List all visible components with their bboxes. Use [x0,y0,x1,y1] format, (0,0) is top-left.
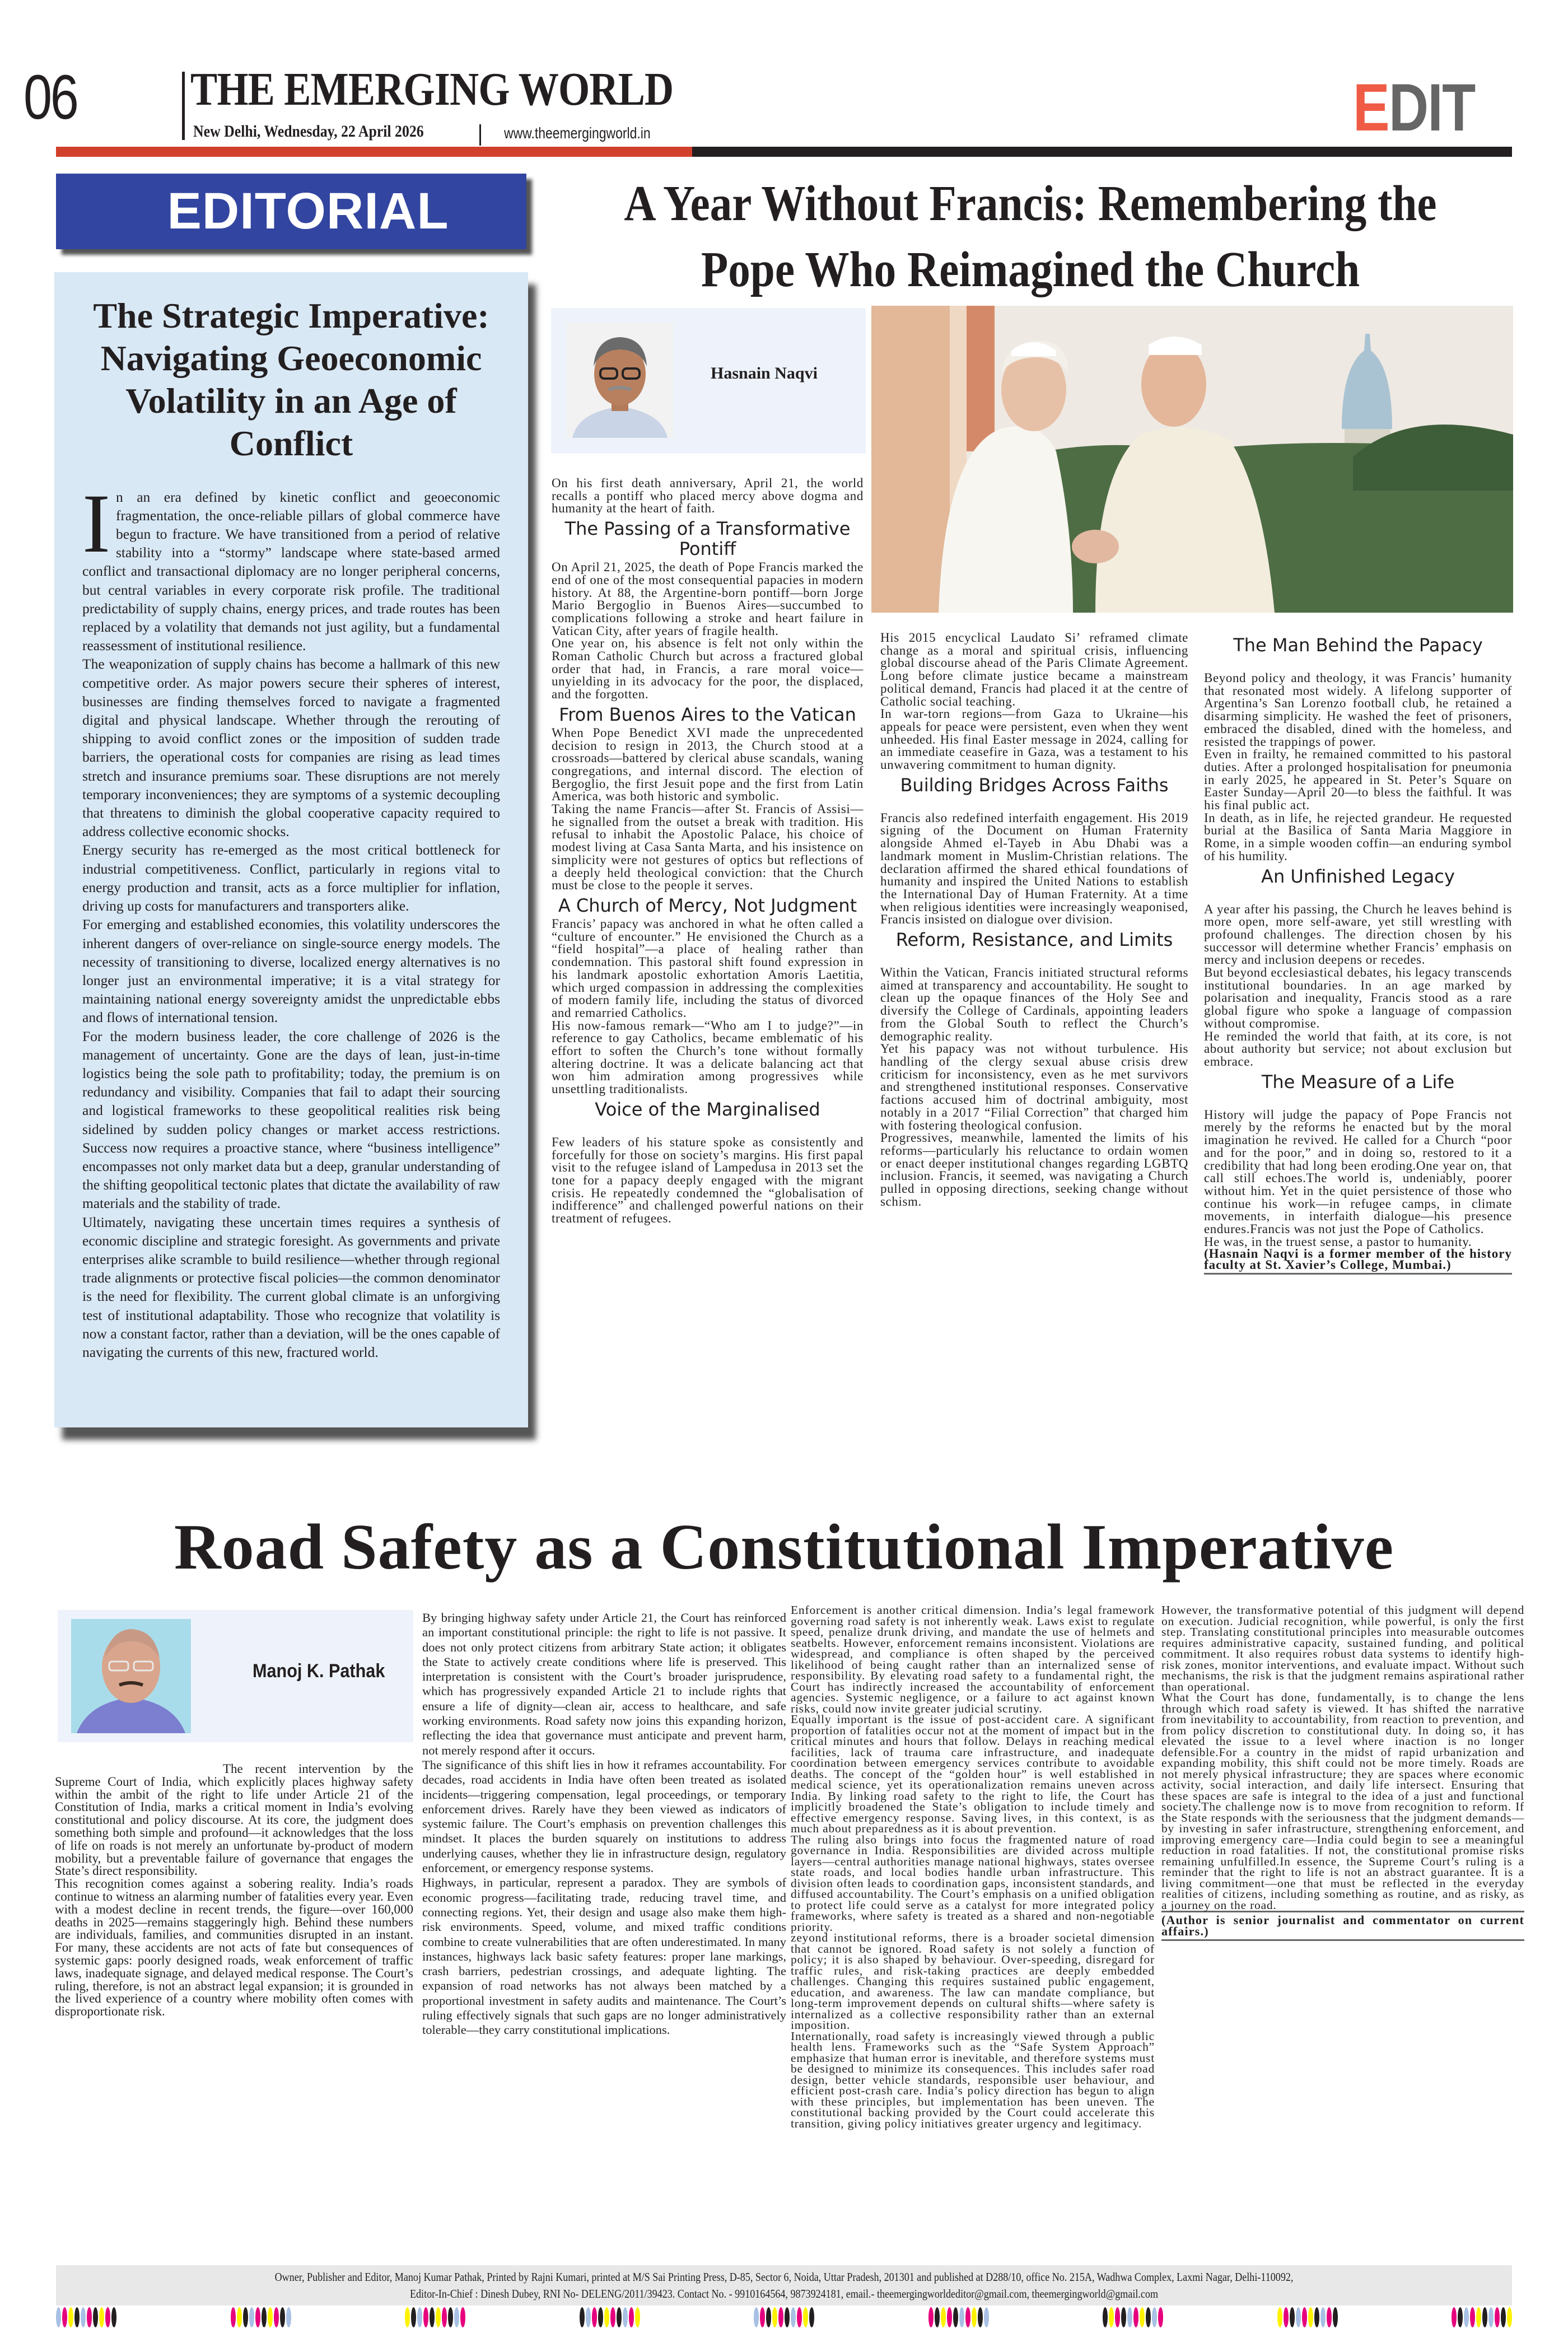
article-paragraph: His now-famous remark—“Who am I to judge?”—in reference to gay Catholics, became emblematic of his effort to soften the Church’s tone without formally altering doctrine. It was a delicate balancing act that won him admiration among progressives while unsettling traditionalists. [552,1018,864,1096]
registration-mark-group [580,2307,640,2327]
registration-dot [604,2307,609,2327]
article-paragraph: This recognition comes against a sobering reality. India’s roads continue to witness an alarming number of fatalities every year. Even with a modest decline in recent trends, the figure—over 160,000 deaths in 2025—remains staggeringly high. Behind these numbers are individuals, families, and communities disrupted in an instant. For many, these accidents are not acts of fate but consequences of systemic gaps: poorly designed roads, weak enforcement of traffic laws, inadequate signage, and delayed medical response. The Court’s ruling, therefore, is not an abstract legal expansion; it is grounded in the lived experience of a country where mobility often comes with disproportionate risk. [55,1877,413,2019]
registration-dot [1133,2307,1138,2327]
registration-dot [231,2307,236,2327]
registration-dot [274,2307,279,2327]
registration-dot [99,2307,104,2327]
article-paragraph: Yet his papacy was not without turbulence. His handling of the clergy sexual abuse crisis drew criticism for inconsistency, even as he met survivors and strengthened institutional responses. Conservative factions accused him of doctrinal ambiguity, most notably in a 2017 “Filial Correction” that charged him with fostering theological confusion. [880,1042,1188,1132]
registration-dot [405,2307,410,2327]
article-paragraph: However, the transformative potential of this judgment will depend on execution. Judicial recognition, while powerful, is only the first step. Translating constitutional principles into measurable outcomes requires administrative capacity, sustained funding, and political commitment. It also requires robust data systems to identify high-risk zones, monitor interventions, and evaluate impact. Without such mechanisms, the risk is that the judgment remains aspirational rather than operational. [1161,1603,1524,1693]
article-paragraph: Enforcement is another critical dimension. India’s legal framework governing road safety is not inherently weak. Laws exist to regulate speed, penalize drunk driving, and mandate the use of helmets and seatbelts. However, enforcement remains inconsistent. Violations are widespread, and compliance is often shaped by the perceived likelihood of being caught rather than an internalized sense of responsibility. By elevating road safety to a fundamental right, the Court has indirectly increased the accountability of enforcement agencies. Systemic negligence, or a failure to act against known risks, could now invite greater judicial scrutiny. [791,1603,1155,1715]
article-paragraph: Taking the name Francis—after St. Francis of Assisi—he signalled from the outset a break with tradition. His refusal to inhabit the Apostolic Palace, his choice of modest living at Casa Santa Marta, and his insistence on simplicity were not gestures of optics but reflections of a deeply held theological conviction: that the Church must be close to the people it serves. [552,802,864,893]
registration-dot [797,2307,802,2327]
registration-dot [623,2307,628,2327]
registration-mark-group [1277,2307,1338,2327]
author-portrait-icon [71,1619,191,1733]
registration-dot [1146,2307,1151,2327]
registration-dot [105,2307,110,2327]
road-safety-column-2 [422,1611,786,2038]
registration-dot [592,2307,597,2327]
registration-dot [941,2307,946,2327]
registration-dot [1507,2307,1512,2327]
registration-dot [411,2307,416,2327]
registration-dot [580,2307,585,2327]
registration-dot [1470,2307,1475,2327]
registration-dot [1488,2307,1494,2327]
article-paragraph: The ruling also brings into focus the fragmented nature of road governance in India. Responsibilities are divided across multiple layers—central authorities manage national highways, states oversee state roads, and local bodies handle urban infrastructure. This division often leads to coordination gaps, inconsistent standards, and diffused accountability. The Court’s emphasis on a unified obligation to protect life could serve as a catalyst for more integrated policy frameworks, where safety is treated as a shared and non-negotiable priority. [791,1832,1155,1934]
article-paragraph: Highways, in particular, represent a paradox. They are symbols of economic progress—facilitating trade, reducing travel time, and connecting regions. Yet, their design and usage also make them high-risk environments. Speed, volume, and mixed traffic conditions combine to create vulnerabilities that are often underestimated. In many instances, highways lack basic safety features: proper lane markings, crash barriers, pedestrian crossings, and adequate lighting. The expansion of road networks has not always been matched by a proportional investment in safety audits and maintenance. The Court’s ruling effectively signals that such gaps are no longer administratively tolerable—they carry constitutional implications. [422,1875,786,2037]
registration-dot [772,2307,777,2327]
article-paragraph: Few leaders of his stature spoke as consistently and forcefully for those on society’s margins. His first papal visit to the refugee island of Lampedusa in 2013 set the tone for a papacy deeply engaged with the migrant crisis. He repeatedly condemned the “globalisation of indifference” and challenged powerful nations on their treatment of refugees. [552,1135,864,1226]
registration-dot [111,2307,116,2327]
article-paragraph: Internationally, road safety is increasingly viewed through a public health lens. Frameworks such as the “Safe System Approach” emphasize that human error is inevitable, and therefore systems must be designed to minimize its consequences. This includes safer road design, better vehicle standards, responsible user behaviour, and efficient post-crash care. India’s policy direction has begun to align with these principles, but implementation has been uneven. The constitutional backing provided by the Court could accelerate this transition, giving policy initiatives greater urgency and legitimacy. [791,2029,1155,2130]
editorial-label-text: EDITORIAL [167,183,449,240]
registration-mark-group [405,2307,465,2327]
registration-dot [268,2307,273,2327]
registration-dot [959,2307,964,2327]
masthead-rule-black [692,147,1512,157]
section-heading: The Man Behind the Papacy [1233,634,1483,656]
article-paragraph: Equally important is the issue of post-accident care. A significant proportion of fatalities occur not at the moment of impact but in the critical minutes and hours that follow. Delays in reaching medical facilities, lack of trauma care infrastructure, and inadequate coordination between emergency services contribute to avoidable deaths. The concept of the “golden hour” is well established in medical science, yet its operationalization remains uneven across India. By linking road safety to the right to life, the Court has implicitly broadened the State’s obligation to include timely and effective emergency response. Saving lives, in this context, is as much about preparedness as it is about prevention. [791,1712,1155,1835]
article-paragraph: Beyond policy and theology, it was Francis’ humanity that resonated most widely. A lifelong supporter of Argentina’s San Lorenzo football club, he retained a disarming simplicity. He washed the feet of prisoners, embraced the disabled, dined with the homeless, and resisted the trappings of power. [1204,671,1512,749]
drop-cap: I [82,477,110,570]
section-heading: Voice of the Marginalised [595,1098,820,1120]
registration-dot [1458,2307,1463,2327]
article-paragraph: What the Court has done, fundamentally, is to change the lens through which road safety is viewed. It has shifted the narrative from inevitability to accountability, from reaction to prevention, and from policy discretion to constitutional duty. In doing so, it has elevated the issue to a level where inaction is no longer defensible.For a country in the midst of rapid urbanization and expanding mobility, this shift could not be more timely. Roads are not merely physical infrastructure; they are spaces where economic activity, social interaction, and daily life intersect. Ensuring that these spaces are safe is integral to the idea of a just and functional society.The challenge now is to move from recognition to reform. If the State responds with the seriousness that the judgment demands—by investing in safer infrastructure, strengthening enforcement, and improving emergency care—India could begin to see a meaningful reduction in road fatalities. If not, the constitutional promise risks remaining unfulfilled.In essence, the Supreme Court’s ruling is a reminder that the right to life is not an abstract guarantee. It is a living commitment—one that must be reflected in the everyday realities of citizens, including something as routine, and as risky, as a journey on the road. [1161,1691,1524,1912]
registration-dot [448,2307,453,2327]
article-paragraph: Even in frailty, he remained committed to his pastoral duties. After a prolonged hospitalisation for pneumonia in early 2025, he appeared in St. Peter’s Square on Easter Sunday—April 20—to bless the faithful. It was his final public act. [1204,747,1512,813]
author-note: (Author is senior journalist and commentator on current affairs.) [1161,1911,1524,1941]
registration-dot [243,2307,248,2327]
newspaper-name: THE EMERGING WORLD [190,63,674,115]
author-note: (Hasnain Naqvi is a former member of the history faculty at St. Xavier’s College, Mumbai.) [1204,1248,1512,1275]
registration-dot [928,2307,934,2327]
registration-mark-group [231,2307,291,2327]
registration-dot [93,2307,98,2327]
registration-dot [586,2307,591,2327]
registration-dot [1284,2307,1289,2327]
francis-column-3 [1204,632,1512,1275]
registration-dot [778,2307,783,2327]
registration-dot [423,2307,428,2327]
registration-dot [1501,2307,1506,2327]
section-heading: Building Bridges Across Faiths [900,774,1169,796]
registration-dot [1320,2307,1326,2327]
road-safety-column-1 [55,1763,413,2018]
registration-dot [255,2307,260,2327]
registration-dot [1127,2307,1132,2327]
editorial-paragraph: The weaponization of supply chains has become a hallmark of this new competitive order. As major powers secure their spheres of interest, businesses are finding themselves forced to navigate a fragmented digital and physical landscape. Whether through the rerouting of shipping to avoid conflict zones or the imposition of sudden trade barriers, the operational costs for companies are rising as lead times stretch and insurance premiums soar. These disruptions are not merely temporary inconveniences; they are symptoms of a systemic decoupling that threatens to diminish the global cooperative capacity required to address collective economic shocks. [82,656,500,840]
registration-dot [1103,2307,1108,2327]
registration-mark-group [56,2307,116,2327]
registration-dot [454,2307,459,2327]
road-safety-byline [58,1610,413,1742]
editorial-paragraph: Ultimately, navigating these uncertain times requires a synthesis of economic discipline and strategic foresight. As governments and private enterprises alike scramble to build resilience—whether through regional trade alignments or protective fiscal policies—the common denominator is the need for flexibility. The current global climate is an unforgiving test of institutional adaptability. Those who recognize that volatility is now a constant factor, rather than a deviation, will be the ones capable of navigating the currents of this new, fractured world. [82,1214,500,1360]
registration-dot [953,2307,958,2327]
registration-dot [1495,2307,1500,2327]
road-safety-headline: Road Safety as a Constitutional Imperative [174,1511,1394,1583]
editorial-body [82,477,500,1362]
registration-dot [635,2307,640,2327]
website-link[interactable]: www.theemergingworld.in [504,124,651,142]
section-tag [1353,70,1475,145]
registration-dot [935,2307,940,2327]
registration-dot [286,2307,291,2327]
registration-mark-group [754,2307,814,2327]
registration-dot [460,2307,465,2327]
registration-dot [62,2307,67,2327]
section-tag-initial: E [1353,70,1389,145]
section-heading: Reform, Resistance, and Limits [895,929,1173,951]
registration-dot [785,2307,790,2327]
registration-marks [56,2307,1512,2327]
article-intro: On his first death anniversary, April 21, the world recalls a pontiff who placed mercy above dogma and humanity at the heart of faith. [552,476,864,516]
section-heading: An Unfinished Legacy [1261,865,1455,887]
editorial-box [54,272,528,1427]
dateline: New Delhi, Wednesday, 22 April 2026 [193,122,424,141]
article-paragraph: He was, in the truest sense, a pastor to humanity. [1204,1234,1472,1249]
francis-column-1 [552,477,864,1225]
registration-dot [237,2307,242,2327]
registration-dot [598,2307,603,2327]
registration-dot [417,2307,422,2327]
registration-dot [978,2307,983,2327]
registration-dot [617,2307,622,2327]
article-paragraph: He reminded the world that faith, at its core, is not about authority but service; not about exclusion but embrace. [1204,1029,1512,1068]
registration-dot [972,2307,977,2327]
registration-dot [1121,2307,1126,2327]
masthead-rule-red [56,147,692,157]
article-paragraph: One year on, his absence is felt not only within the Roman Catholic Church but across a fractured global order that had, in Francis, a rare moral voice—unyielding in its advocacy for the poor, the displaced, and the forgotten. [552,636,864,702]
imprint-footer [56,2265,1512,2306]
registration-dot [1158,2307,1163,2327]
imprint-line-1: Owner, Publisher and Editor, Manoj Kumar Pathak, Printed by Rajni Kumari, printed at M/S Sai Printing Press, D-85, Sector 6, Noida, Uttar Pradesh, 201301 and published at D288/10, office No. 215A, Wadhwa Complex, Laxmi Nagar, Delhi-110092, [274,2270,1294,2284]
registration-mark-group [1452,2307,1512,2327]
registration-dot [1333,2307,1338,2327]
author-name: Hasnain Naqvi [711,364,818,382]
registration-dot [1464,2307,1469,2327]
registration-mark-group [1103,2307,1163,2327]
registration-dot [430,2307,435,2327]
registration-dot [1296,2307,1301,2327]
francis-headline: A Year Without Francis: Remembering the Pope Who Reimagined the Church [624,176,1437,297]
registration-dot [629,2307,634,2327]
article-paragraph: Francis also redefined interfaith engagement. His 2019 signing of the Document on Human Fraternity alongside Ahmed el-Tayeb in Abu Dhabi was a landmark moment in Muslim-Christian relations. The declaration affirmed the shared ethical foundations of humanity and inspired the United Nations to establish the International Day of Human Fraternity. At a time when religious identities were increasingly weaponised, Francis insisted on dialogue over division. [880,810,1188,927]
article-paragraph: In death, as in life, he rejected grandeur. He requested burial at the Basilica of Santa Maria Maggiore in Rome, in a simple wooden coffin—an enduring symbol of his humility. [1204,810,1512,863]
article-paragraph: But beyond ecclesiastical debates, his legacy transcends institutional boundaries. In an age marked by polarisation and inequality, Francis stood as a rare global figure who spoke a language of compassion without compromise. [1204,965,1512,1030]
article-paragraph: His 2015 encyclical Laudato Si’ reframed climate change as a moral and spiritual crisis, influencing global discourse ahead of the Paris Climate Agreement. Long before climate justice became a mainstream political demand, Francis had placed it at the centre of Catholic social teaching. [880,631,1188,708]
article-paragraph: By bringing highway safety under Article 21, the Court has reinforced an important constitutional principle: the right to life is not passive. It does not only protect citizens from arbitrary State action; it obligates the State to actively create conditions where life is preserved. This interpretation is consistent with the Court’s broader jurisprudence, which has progressively expanded Article 21 to include rights that ensure a life of dignity—clean air, access to healthcare, and safe working environments. Road safety now joins this expanding horizon, reflecting the idea that governance must anticipate and prevent harm, not merely respond after it occurs. [422,1611,786,1757]
registration-dot [81,2307,86,2327]
article-paragraph: The significance of this shift lies in how it reframes accountability. For decades, road accidents in India have often been treated as isolated incidents—triggering compensation, legal proceedings, or temporary enforcement drives. Rarely have they been viewed as indicators of systemic failure. The Court’s emphasis on prevention challenges this mindset. It places the burden squarely on institutions to address underlying causes, whether they lie in infrastructure design, regulatory enforcement, or emergency response systems. [422,1757,786,1875]
registration-dot [754,2307,759,2327]
registration-dot [249,2307,254,2327]
editorial-paragraph: Energy security has re-emerged as the most critical bottleneck for industrial competitiveness. Conflict, particularly in regions vital to energy production and transit, acts as a force multiplier for inflation, driving up costs for manufacturers and transporters alike. [82,842,500,914]
masthead-divider [182,72,185,140]
registration-dot [1290,2307,1295,2327]
registration-dot [791,2307,796,2327]
article-paragraph: A year after his passing, the Church he leaves behind is more open, more self-aware, yet still wrestling with profound challenges. The direction chosen by his successor will determine whether Francis’ emphasis on mercy and inclusion deepens or recedes. [1204,902,1512,967]
registration-dot [766,2307,771,2327]
francis-column-2 [880,632,1188,1208]
registration-dot [87,2307,92,2327]
article-paragraph: zeyond institutional reforms, there is a broader societal dimension that cannot be ignored. Road safety is not solely a function of policy; it is also shaped by behaviour. Over-speeding, disregard for traffic rules, and risk-taking practices are deeply embedded challenges. Changing this requires sustained public engagement, education, and awareness. The law can mandate compliance, but long-term improvement depends on cultural shifts—where safety is internalized as a collective responsibility rather than an external imposition. [791,1931,1155,2032]
editorial-paragraph: For emerging and established economies, this volatility underscores the inherent dangers of over-reliance on single-source energy models. The necessity of transitioning to diverse, localized energy alternatives is no longer just an environmental imperative; it is a vital strategy for maintaining national energy sovereignty amidst the unpredictable ebbs and flows of international tension. [82,916,500,1026]
registration-dot [984,2307,989,2327]
article-paragraph: On April 21, 2025, the death of Pope Francis marked the end of one of the most consequential papacies in modern history. At 88, the Argentine-born pontiff—born Jorge Mario Bergoglio in Buenos Aires—succumbed to complications following a stroke and heart failure in Vatican City, after years of fragile health. [552,560,864,638]
registration-dot [1109,2307,1114,2327]
article-paragraph: In war-torn regions—from Gaza to Ukraine—his appeals for peace were persistent, even when they went unheeded. His final Easter message in 2024, calling for an immediate ceasefire in Gaza, was a testament to his unwavering commitment to human dignity. [880,707,1188,772]
registration-dot [1308,2307,1313,2327]
article-paragraph: History will judge the papacy of Pope Francis not merely by the reforms he enacted but by the moral imagination he revived. He called for a Church “poor and for the poor,” and in doing so, restored to it a credibility that had long been eroding.One year on, that call still echoes.The world is, undeniably, poorer without him. Yet in the quiet persistence of those who continue his work—in refugee camps, in climate movements, in interfaith dialogue—his presence endures.Francis was not just the Pope of Catholics. [1204,1107,1512,1236]
article-paragraph: Within the Vatican, Francis initiated structural reforms aimed at transparency and accountability. He sought to clean up the opaque finances of the Holy See and diversify the College of Cardinals, appointing leaders from the Global South to reflect the Church’s demographic reality. [880,965,1188,1043]
registration-dot [965,2307,970,2327]
road-safety-column-3 [791,1605,1155,2129]
registration-dot [1302,2307,1307,2327]
section-heading: A Church of Mercy, Not Judgment [558,894,857,916]
registration-dot [74,2307,80,2327]
registration-dot [1115,2307,1120,2327]
registration-mark-group [928,2307,989,2327]
editorial-paragraph: For the modern business leader, the core challenge of 2026 is the management of uncertainty. Gone are the days of lean, just-in-time logistics being the sole path to profitability; today, the premium is on redundancy and visibility. Companies that fail to adapt their sourcing and logistical frameworks to these geopolitical realities risk being sidelined by sudden policy changes or market access restrictions. Success now requires a proactive stance, where “business intelligence” encompasses not only market data but a deep, granular understanding of the shifting geopolitical tectonic plates that dictate the availability of raw materials and the stability of trade. [82,1028,500,1212]
registration-dot [1314,2307,1319,2327]
registration-dot [280,2307,285,2327]
article-paragraph: Francis’ papacy was anchored in what he often called a “culture of encounter.” He envisioned the Church as a “field hospital”—a place of healing rather than condemnation. This pastoral shift found expression in his landmark apostolic exhortation Amoris Laetitia, which urged compassion in addressing the complexities of modern family life, including the status of divorced and remarried Catholics. [552,916,864,1020]
section-heading: The Passing of a Transformative Pontiff [564,518,851,560]
registration-dot [262,2307,267,2327]
registration-dot [803,2307,808,2327]
registration-dot [1140,2307,1145,2327]
author-portrait-icon [567,323,673,438]
road-safety-column-4 [1161,1605,1524,1941]
article-paragraph: Progressives, meanwhile, lamented the limits of his reforms—particularly his reluctance to ordain women or enact deeper institutional changes regarding LGBTQ inclusion. Francis, it seemed, was navigating a Church pulled in opposing directions, seeking change without schism. [880,1131,1188,1208]
editorial-paragraph-text: n an era defined by kinetic conflict and geoeconomic fragmentation, the once-reliable pillars of global commerce have begun to fracture. We have transitioned from a period of relative stability into a “stormy” landscape where state-based armed conflict and transactional diplomacy are no longer peripheral concerns, but central variables in every corporate risk profile. The traditional predictability of supply chains, energy prices, and trade routes has been replaced by a volatility that demands not just agility, but a fundamental reassessment of institutional resilience. [82,488,500,654]
article-paragraph: The recent intervention by the Supreme Court of India, which explicitly places highway safety within the ambit of the right to life under Article 21 of the Constitution of India, marks a critical moment in India’s evolving constitutional and policy discourse. At its core, the judgment does something both simple and profound—it acknowledges that the loss of life on roads is not merely an unfortunate by-product of modern mobility, but a preventable failure of governance that engages the State’s direct responsibility. [55,1762,413,1878]
section-heading: The Measure of a Life [1261,1071,1455,1093]
registration-dot [809,2307,814,2327]
francis-byline [551,308,866,454]
registration-dot [1327,2307,1332,2327]
author-name: Manoj K. Pathak [253,1660,385,1682]
section-heading: From Buenos Aires to the Vatican [559,703,856,725]
registration-dot [56,2307,61,2327]
section-tag-rest: DIT [1388,70,1475,145]
masthead-divider [479,124,481,146]
article-paragraph: When Pope Benedict XVI made the unprecedented decision to resign in 2013, the Church stood at a crossroads—battered by clerical abuse scandals, waning congregations, and internal discord. The election of Bergoglio, the first Jesuit pope and the first from Latin America, was both historic and symbolic. [552,725,864,804]
imprint-line-2: Editor-In-Chief : Dinesh Dubey, RNI No- DELENG/2011/39423. Contact No. - 9910164564, 9873924181, email.- theemergingworldeditor@gmail.com, theemergingworld@gmail.com [409,2287,1158,2300]
registration-dot [760,2307,765,2327]
editorial-title: The Strategic Imperative: Navigating Geoeconomic Volatility in an Age of Conflict [93,296,489,464]
registration-dot [1476,2307,1481,2327]
registration-dot [68,2307,73,2327]
editorial-label [56,174,526,249]
registration-dot [1152,2307,1157,2327]
editorial-paragraph [82,477,500,655]
two-popes-photo-icon [871,306,1513,613]
registration-dot [436,2307,441,2327]
registration-dot [947,2307,952,2327]
page-number: 06 [24,62,77,132]
registration-dot [442,2307,447,2327]
registration-dot [1452,2307,1457,2327]
registration-dot [610,2307,615,2327]
registration-dot [1482,2307,1487,2327]
registration-dot [1277,2307,1282,2327]
